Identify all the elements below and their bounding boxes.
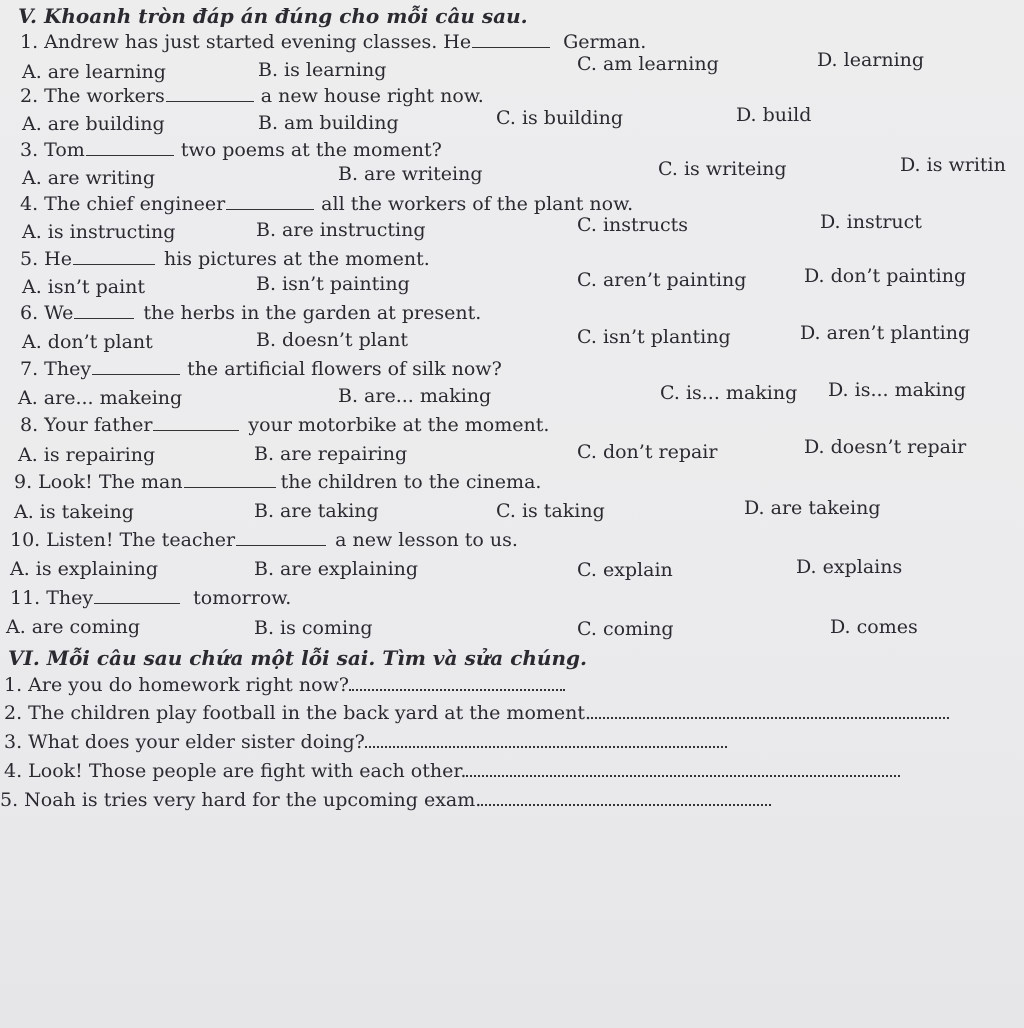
question-6-tail: the herbs in the garden at present. (143, 302, 482, 324)
question-3 (20, 139, 442, 161)
answer-dotted-line[interactable] (365, 745, 727, 748)
q9-option-d[interactable]: D. are takeing (744, 497, 881, 519)
q10-option-b[interactable]: B. are explaining (254, 558, 419, 580)
error-sentence-4-text: 4. Look! Those people are fight with each other. (4, 760, 467, 782)
question-11 (10, 587, 291, 609)
error-sentence-1-text: 1. Are you do homework right now? (4, 674, 349, 696)
error-sentence-4 (4, 760, 900, 782)
q3-option-d[interactable]: D. is writin (900, 154, 1006, 176)
question-5 (20, 248, 430, 270)
q3-option-c[interactable]: C. is writeing (658, 158, 787, 180)
q9-option-b[interactable]: B. are taking (254, 500, 379, 522)
q3-option-a[interactable]: A. are writing (22, 167, 156, 189)
q2-option-d[interactable]: D. build (736, 104, 812, 126)
question-4 (20, 193, 633, 215)
question-10-stem: 10. Listen! The teacher (10, 529, 236, 551)
question-7-stem: 7. They (20, 358, 92, 380)
answer-blank (236, 544, 326, 546)
q2-option-b[interactable]: B. am building (258, 112, 399, 134)
answer-blank (472, 46, 550, 48)
question-3-tail: two poems at the moment? (180, 139, 442, 161)
answer-dotted-line[interactable] (349, 688, 565, 691)
question-4-stem: 4. The chief engineer (20, 193, 226, 215)
q10-option-a[interactable]: A. is explaining (10, 558, 158, 580)
q7-option-d[interactable]: D. is... making (828, 379, 966, 401)
q5-option-b[interactable]: B. isn’t painting (256, 273, 410, 295)
error-sentence-5-text: 5. Noah is tries very hard for the upcoming exam. (0, 789, 482, 811)
q7-option-a[interactable]: A. are... makeing (18, 387, 183, 409)
q1-option-a[interactable]: A. are learning (22, 61, 166, 83)
question-5-stem: 5. He (20, 248, 72, 270)
answer-blank (86, 154, 174, 156)
answer-blank (153, 429, 239, 431)
error-sentence-1 (4, 674, 565, 696)
answer-blank (166, 100, 254, 102)
q4-option-d[interactable]: D. instruct (820, 211, 922, 233)
q6-option-a[interactable]: A. don’t plant (22, 331, 153, 353)
answer-blank (184, 486, 276, 488)
question-5-tail: his pictures at the moment. (163, 248, 430, 270)
q9-option-c[interactable]: C. is taking (496, 500, 605, 522)
question-8-stem: 8. Your father (20, 414, 153, 436)
question-4-tail: all the workers of the plant now. (321, 193, 634, 215)
question-6 (20, 302, 481, 324)
question-3-stem: 3. Tom (20, 139, 85, 161)
q2-option-c[interactable]: C. is building (496, 107, 623, 129)
q9-option-a[interactable]: A. is takeing (14, 501, 134, 523)
question-9-stem: 9. Look! The man (14, 471, 183, 493)
question-6-stem: 6. We (20, 302, 74, 324)
answer-blank (73, 263, 155, 265)
answer-dotted-line[interactable] (466, 774, 900, 777)
q1-option-c[interactable]: C. am learning (577, 53, 719, 75)
answer-blank (226, 208, 314, 210)
error-sentence-2 (4, 702, 949, 724)
q1-option-d[interactable]: D. learning (817, 49, 925, 71)
answer-dotted-line[interactable] (591, 716, 949, 719)
q5-option-d[interactable]: D. don’t painting (804, 265, 967, 287)
question-1 (20, 31, 646, 53)
q5-option-a[interactable]: A. isn’t paint (22, 276, 146, 298)
error-sentence-5 (0, 789, 771, 811)
q11-option-c[interactable]: C. coming (577, 618, 674, 640)
question-9 (14, 471, 541, 493)
q7-option-b[interactable]: B. are... making (338, 385, 492, 407)
q10-option-d[interactable]: D. explains (796, 556, 903, 578)
error-sentence-3-text: 3. What does your elder sister doing? (4, 731, 365, 753)
q3-option-b[interactable]: B. are writeing (338, 163, 483, 185)
q2-option-a[interactable]: A. are building (22, 113, 165, 135)
q4-option-a[interactable]: A. is instructing (22, 221, 176, 243)
answer-blank (94, 602, 180, 604)
question-1-tail: German. (563, 31, 647, 53)
question-7-tail: the artificial flowers of silk now? (187, 358, 502, 380)
question-10-tail: a new lesson to us. (335, 529, 518, 551)
q11-option-b[interactable]: B. is coming (254, 617, 373, 639)
q8-option-c[interactable]: C. don’t repair (577, 441, 718, 463)
q7-option-c[interactable]: C. is... making (660, 382, 798, 404)
error-sentence-3 (4, 731, 727, 753)
q8-option-b[interactable]: B. are repairing (254, 443, 408, 465)
answer-dotted-line[interactable] (481, 803, 771, 806)
q11-option-d[interactable]: D. comes (830, 616, 918, 638)
question-11-stem: 11. They (10, 587, 94, 609)
answer-blank (92, 373, 180, 375)
section-6-title: VI. Mỗi câu sau chứa một lỗi sai. Tìm và sửa chúng. (8, 646, 587, 670)
section-5-title: V. Khoanh tròn đáp án đúng cho mỗi câu sau. (18, 4, 528, 28)
question-2 (20, 85, 484, 107)
question-7 (20, 358, 502, 380)
question-2-stem: 2. The workers (20, 85, 165, 107)
question-8-tail: your motorbike at the moment. (248, 414, 550, 436)
q1-option-b[interactable]: B. is learning (258, 59, 387, 81)
q11-option-a[interactable]: A. are coming (6, 616, 141, 638)
q5-option-c[interactable]: C. aren’t painting (577, 269, 747, 291)
error-sentence-2-text: 2. The children play football in the back yard at the moment. (4, 702, 592, 724)
q4-option-b[interactable]: B. are instructing (256, 219, 426, 241)
question-10 (10, 529, 518, 551)
answer-blank (74, 317, 134, 319)
q4-option-c[interactable]: C. instructs (577, 214, 688, 236)
q8-option-d[interactable]: D. doesn’t repair (804, 436, 967, 458)
q8-option-a[interactable]: A. is repairing (18, 444, 156, 466)
question-11-tail: tomorrow. (193, 587, 292, 609)
question-1-stem: 1. Andrew has just started evening classes. He (20, 31, 472, 53)
q6-option-c[interactable]: C. isn’t planting (577, 326, 731, 348)
q6-option-d[interactable]: D. aren’t planting (800, 322, 971, 344)
q10-option-c[interactable]: C. explain (577, 559, 673, 581)
question-9-tail: the children to the cinema. (280, 471, 542, 493)
question-8 (20, 414, 549, 436)
q6-option-b[interactable]: B. doesn’t plant (256, 329, 409, 351)
question-2-tail: a new house right now. (260, 85, 484, 107)
